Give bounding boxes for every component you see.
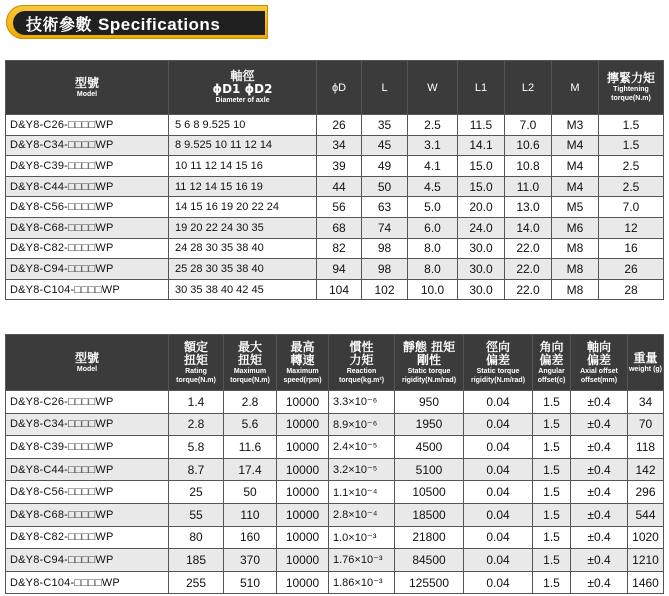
static-rigidity-cell: 18500 [395,503,464,526]
table-row [6,436,664,459]
banner-title [26,12,220,35]
model-cell: D&Y8-C39-□□□□WP [6,436,169,459]
l2-cell: 11.0 [505,176,552,197]
col-tightening-torque: 擰緊力矩 Tightening torque(N.m) [599,61,664,115]
col-axial-offset: 軸向 偏差 Axial offset offset(mm) [571,335,628,391]
l1-cell: 30.0 [458,259,505,280]
m-cell: M4 [552,135,599,156]
phid-cell: 26 [317,115,362,136]
table-header-row [6,61,664,115]
l2-cell: 22.0 [505,259,552,280]
radial-offset-cell: 0.04 [464,571,533,594]
model-cell: D&Y8-C94-□□□□WP [6,259,169,280]
phid-cell: 56 [317,197,362,218]
angular-offset-cell: 1.5 [533,549,571,572]
w-cell: 8.0 [408,259,458,280]
axial-offset-cell: ±0.4 [571,481,628,504]
inertia-cell: 2.8×10⁻⁴ [329,503,395,526]
phid-cell: 68 [317,217,362,238]
rating-torque-cell: 255 [169,571,224,594]
col-axle: 軸徑 ϕD1 ϕD2 Diameter of axle [169,61,317,115]
rating-torque-cell: 5.8 [169,436,224,459]
w-cell: 3.1 [408,135,458,156]
max-speed-cell: 10000 [277,571,329,594]
max-torque-cell: 50 [224,481,277,504]
model-cell: D&Y8-C26-□□□□WP [6,391,169,414]
static-rigidity-cell: 1950 [395,413,464,436]
axle-cell: 24 28 30 35 38 40 [169,238,317,259]
model-cell: D&Y8-C34-□□□□WP [6,135,169,156]
axial-offset-cell: ±0.4 [571,503,628,526]
static-rigidity-cell: 84500 [395,549,464,572]
radial-offset-cell: 0.04 [464,503,533,526]
radial-offset-cell: 0.04 [464,458,533,481]
inertia-cell: 3.3×10⁻⁶ [329,391,395,414]
table-row [6,156,664,177]
weight-cell: 1210 [628,549,664,572]
phid-cell: 39 [317,156,362,177]
model-cell: D&Y8-C94-□□□□WP [6,549,169,572]
torque-cell: 16 [599,238,664,259]
l-cell: 102 [362,279,408,300]
l1-cell: 24.0 [458,217,505,238]
max-speed-cell: 10000 [277,436,329,459]
l2-cell: 7.0 [505,115,552,136]
max-torque-cell: 17.4 [224,458,277,481]
table-row [6,217,664,238]
l1-cell: 30.0 [458,238,505,259]
rating-torque-cell: 55 [169,503,224,526]
col-model: 型號 Model [6,61,169,115]
angular-offset-cell: 1.5 [533,571,571,594]
w-cell: 2.5 [408,115,458,136]
rating-torque-cell: 25 [169,481,224,504]
model-cell: D&Y8-C44-□□□□WP [6,176,169,197]
model-cell: D&Y8-C34-□□□□WP [6,413,169,436]
angular-offset-cell: 1.5 [533,458,571,481]
banner-title-en: Specifications [98,15,221,34]
w-cell: 10.0 [408,279,458,300]
max-speed-cell: 10000 [277,413,329,436]
table-row [6,503,664,526]
m-cell: M4 [552,176,599,197]
rating-torque-cell: 80 [169,526,224,549]
max-speed-cell: 10000 [277,503,329,526]
max-speed-cell: 10000 [277,549,329,572]
weight-cell: 118 [628,436,664,459]
section-banner [6,5,268,39]
table-row [6,458,664,481]
col-l2: L2 [505,61,552,115]
max-torque-cell: 370 [224,549,277,572]
col-weight: 重量 weight (g) [628,335,664,391]
max-torque-cell: 110 [224,503,277,526]
angular-offset-cell: 1.5 [533,436,571,459]
static-rigidity-cell: 5100 [395,458,464,481]
max-torque-cell: 2.8 [224,391,277,414]
dimensions-table [5,60,664,300]
radial-offset-cell: 0.04 [464,549,533,572]
phid-cell: 104 [317,279,362,300]
model-cell: D&Y8-C56-□□□□WP [6,481,169,504]
torque-cell: 26 [599,259,664,280]
l-cell: 50 [362,176,408,197]
torque-cell: 2.5 [599,156,664,177]
inertia-cell: 1.0×10⁻³ [329,526,395,549]
model-cell: D&Y8-C104-□□□□WP [6,571,169,594]
col-l: L [362,61,408,115]
m-cell: M8 [552,238,599,259]
angular-offset-cell: 1.5 [533,526,571,549]
inertia-cell: 1.1×10⁻⁴ [329,481,395,504]
l2-cell: 22.0 [505,238,552,259]
weight-cell: 34 [628,391,664,414]
weight-cell: 544 [628,503,664,526]
max-torque-cell: 510 [224,571,277,594]
axle-cell: 11 12 14 15 16 19 [169,176,317,197]
torque-cell: 1.5 [599,135,664,156]
radial-offset-cell: 0.04 [464,436,533,459]
model-cell: D&Y8-C82-□□□□WP [6,526,169,549]
inertia-cell: 3.2×10⁻⁵ [329,458,395,481]
model-cell: D&Y8-C26-□□□□WP [6,115,169,136]
max-torque-cell: 160 [224,526,277,549]
banner-title-cn: 技術參數 [26,15,93,34]
phid-cell: 82 [317,238,362,259]
m-cell: M6 [552,217,599,238]
radial-offset-cell: 0.04 [464,391,533,414]
rating-torque-cell: 185 [169,549,224,572]
l-cell: 45 [362,135,408,156]
col-static-rigidity: 靜態 扭矩剛性 Static torque rigidity(N.m/rad) [395,335,464,391]
axial-offset-cell: ±0.4 [571,436,628,459]
table-row [6,259,664,280]
col-l1: L1 [458,61,505,115]
table-row [6,526,664,549]
w-cell: 4.1 [408,156,458,177]
table-row [6,197,664,218]
col-angular-offset: 角向 偏差 Angular offset(c) [533,335,571,391]
performance-table [5,334,664,594]
weight-cell: 142 [628,458,664,481]
angular-offset-cell: 1.5 [533,481,571,504]
model-cell: D&Y8-C68-□□□□WP [6,503,169,526]
weight-cell: 1020 [628,526,664,549]
model-cell: D&Y8-C56-□□□□WP [6,197,169,218]
l1-cell: 11.5 [458,115,505,136]
axial-offset-cell: ±0.4 [571,571,628,594]
phid-cell: 44 [317,176,362,197]
l1-cell: 20.0 [458,197,505,218]
table-row [6,238,664,259]
radial-offset-cell: 0.04 [464,413,533,436]
l2-cell: 22.0 [505,279,552,300]
table-row [6,413,664,436]
col-phid: ϕD [317,61,362,115]
m-cell: M3 [552,115,599,136]
weight-cell: 1460 [628,571,664,594]
l2-cell: 10.8 [505,156,552,177]
table-row [6,135,664,156]
model-cell: D&Y8-C39-□□□□WP [6,156,169,177]
inertia-cell: 2.4×10⁻⁵ [329,436,395,459]
l-cell: 98 [362,259,408,280]
radial-offset-cell: 0.04 [464,481,533,504]
static-rigidity-cell: 21800 [395,526,464,549]
max-speed-cell: 10000 [277,391,329,414]
max-speed-cell: 10000 [277,481,329,504]
w-cell: 4.5 [408,176,458,197]
axial-offset-cell: ±0.4 [571,413,628,436]
col-max-torque: 最大 扭矩 Maximum torque(N.m) [224,335,277,391]
m-cell: M4 [552,156,599,177]
static-rigidity-cell: 950 [395,391,464,414]
max-speed-cell: 10000 [277,458,329,481]
weight-cell: 296 [628,481,664,504]
table-row [6,481,664,504]
col-rating-torque: 額定 扭矩 Rating torque(N.m) [169,335,224,391]
l-cell: 98 [362,238,408,259]
radial-offset-cell: 0.04 [464,526,533,549]
max-torque-cell: 5.6 [224,413,277,436]
static-rigidity-cell: 4500 [395,436,464,459]
rating-torque-cell: 8.7 [169,458,224,481]
rating-torque-cell: 1.4 [169,391,224,414]
axle-cell: 19 20 22 24 30 35 [169,217,317,238]
torque-cell: 1.5 [599,115,664,136]
model-cell: D&Y8-C44-□□□□WP [6,458,169,481]
axial-offset-cell: ±0.4 [571,549,628,572]
col-radial-offset: 徑向 偏差 Static torque rigidity(N.m/rad) [464,335,533,391]
table-row [6,176,664,197]
table-header-row [6,335,664,391]
l2-cell: 10.6 [505,135,552,156]
weight-cell: 70 [628,413,664,436]
rating-torque-cell: 2.8 [169,413,224,436]
angular-offset-cell: 1.5 [533,391,571,414]
m-cell: M8 [552,279,599,300]
l1-cell: 14.1 [458,135,505,156]
axle-cell: 25 28 30 35 38 40 [169,259,317,280]
l2-cell: 14.0 [505,217,552,238]
inertia-cell: 1.86×10⁻³ [329,571,395,594]
axial-offset-cell: ±0.4 [571,526,628,549]
model-cell: D&Y8-C104-□□□□WP [6,279,169,300]
static-rigidity-cell: 10500 [395,481,464,504]
l-cell: 35 [362,115,408,136]
axle-cell: 30 35 38 40 42 45 [169,279,317,300]
static-rigidity-cell: 125500 [395,571,464,594]
w-cell: 6.0 [408,217,458,238]
l1-cell: 15.0 [458,156,505,177]
axle-cell: 8 9.525 10 11 12 14 [169,135,317,156]
axle-cell: 5 6 8 9.525 10 [169,115,317,136]
axle-cell: 10 11 12 14 15 16 [169,156,317,177]
m-cell: M5 [552,197,599,218]
angular-offset-cell: 1.5 [533,413,571,436]
inertia-cell: 8.9×10⁻⁶ [329,413,395,436]
table-row [6,571,664,594]
phid-cell: 34 [317,135,362,156]
col-max-speed: 最高 轉速 Maximum speed(rpm) [277,335,329,391]
max-speed-cell: 10000 [277,526,329,549]
table-row [6,391,664,414]
axial-offset-cell: ±0.4 [571,391,628,414]
axial-offset-cell: ±0.4 [571,458,628,481]
phid-cell: 94 [317,259,362,280]
model-cell: D&Y8-C68-□□□□WP [6,217,169,238]
axle-cell: 14 15 16 19 20 22 24 [169,197,317,218]
table-row [6,115,664,136]
col-inertia: 慣性 力矩 Reaction torque(kg.m²) [329,335,395,391]
angular-offset-cell: 1.5 [533,503,571,526]
l-cell: 49 [362,156,408,177]
torque-cell: 2.5 [599,176,664,197]
m-cell: M8 [552,259,599,280]
w-cell: 5.0 [408,197,458,218]
torque-cell: 28 [599,279,664,300]
col-model: 型號 Model [6,335,169,391]
l2-cell: 13.0 [505,197,552,218]
col-m: M [552,61,599,115]
col-w: W [408,61,458,115]
table-row [6,549,664,572]
l1-cell: 15.0 [458,176,505,197]
table-row [6,279,664,300]
w-cell: 8.0 [408,238,458,259]
l1-cell: 30.0 [458,279,505,300]
l-cell: 63 [362,197,408,218]
inertia-cell: 1.76×10⁻³ [329,549,395,572]
torque-cell: 12 [599,217,664,238]
max-torque-cell: 11.6 [224,436,277,459]
model-cell: D&Y8-C82-□□□□WP [6,238,169,259]
l-cell: 74 [362,217,408,238]
torque-cell: 7.0 [599,197,664,218]
